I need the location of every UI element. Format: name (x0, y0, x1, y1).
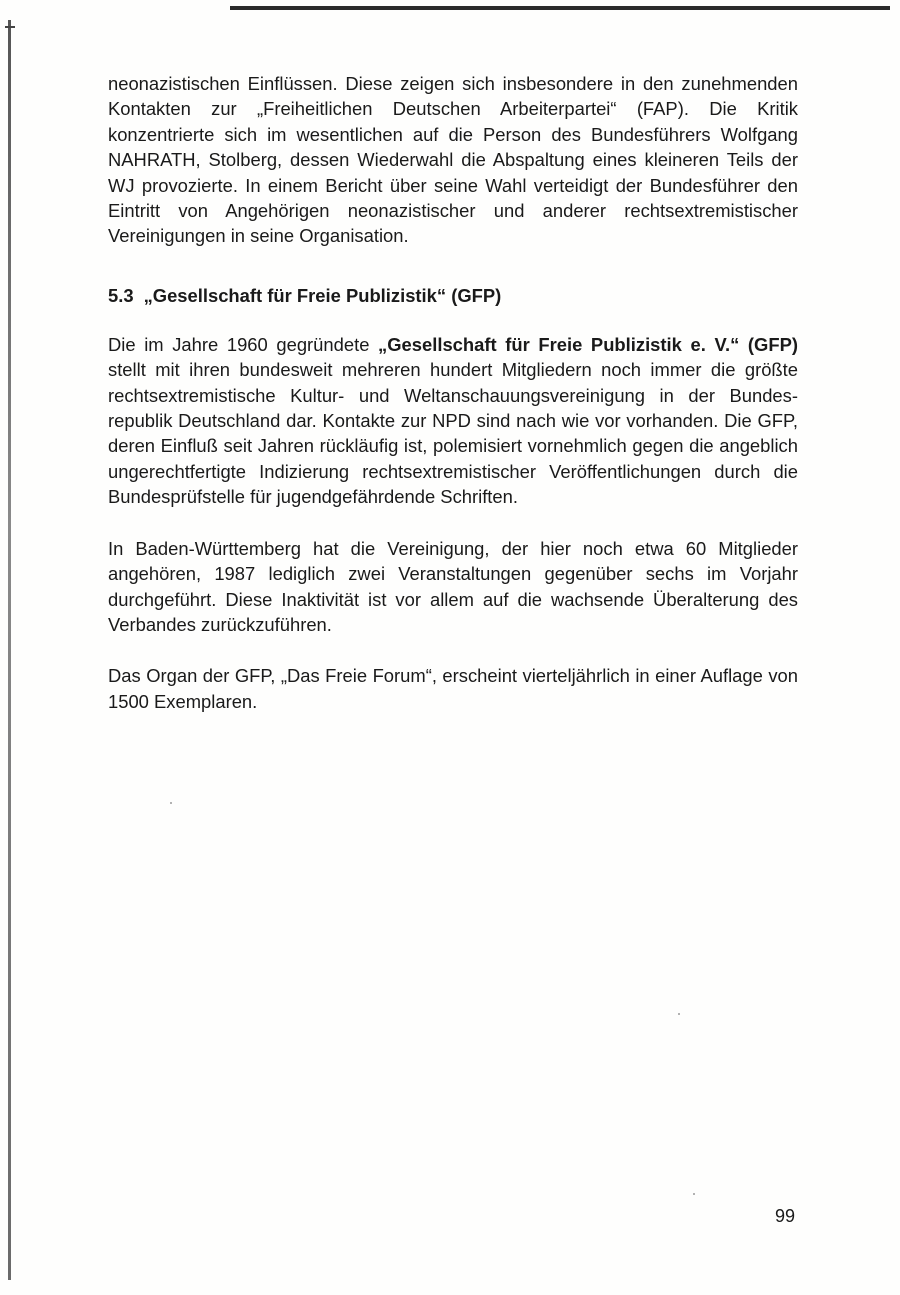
paragraph-intro: neonazistischen Einflüssen. Diese zeigen sich insbesondere in den zunehmenden Kontakten zur „Freiheitlichen Deutschen Arbeiterpartei“ (FAP). Die Kritik konzentrierte sich im wesentlichen auf die Person des Bundesführers Wolfgang NAHRATH, Stolberg, dessen Wiederwahl die Abspaltung eines kleineren Teils der WJ provozierte. In einem Bericht über seine Wahl verteidigt der Bundesführer den Eintritt von Angehörigen neonazistischer und anderer rechtsextremistischer Vereinigungen in seine Organisation. (108, 73, 798, 247)
scan-speck (678, 1013, 680, 1015)
scan-speck (170, 802, 172, 804)
paragraph-baden-wuerttemberg: In Baden-Württemberg hat die Vereinigung, der hier noch etwa 60 Mitglieder angehören, 1987 lediglich zwei Veranstaltungen gegenüber sechs im Vorjahr durchgeführt. Diese Inaktivität ist vor allem auf die wachsende Überalterung des Verbandes zurückzuführen. (108, 537, 798, 635)
scan-speck (693, 1193, 695, 1195)
text-body (108, 71, 798, 714)
section-title: „Gesellschaft für Freie Publizistik“ (GFP) (143, 284, 502, 306)
paragraph-gfp (108, 332, 798, 510)
paragraph-organ: Das Organ der GFP, „Das Freie Forum“, erscheint vierteljährlich in einer Auflage von 1500 Exemplaren. (108, 665, 798, 712)
section-heading (108, 283, 798, 308)
page-number: 99 (774, 1206, 795, 1226)
section-number: 5.3 (108, 284, 134, 306)
paragraph-gfp-bold: „Gesellschaft für Freie Publizistik e. V.“ (GFP) (378, 333, 798, 355)
paragraph-gfp-rest: stellt mit ihren bundesweit mehreren hundert Mitgliedern noch immer die größte rechtsextremistische Kultur- und Weltanschauungsvereinigung in der Bundesrepublik Deutschland dar. Kontakte zur NPD sind nach wie vor vorhanden. Die GFP, deren Einfluß seit Jahren rückläufig ist, polemisiert vornehmlich gegen die angeblich ungerechtfertigte Indizierung rechtsextremistischer Veröffentlichungen durch die Bundesprüfstelle für jugendgefährdende Schriften. (108, 359, 798, 508)
page-edge-mark (5, 26, 15, 28)
paragraph-gfp-lead: Die im Jahre 1960 gegründete (108, 333, 379, 355)
page-binding-edge (8, 20, 11, 1280)
top-rule (230, 6, 890, 10)
